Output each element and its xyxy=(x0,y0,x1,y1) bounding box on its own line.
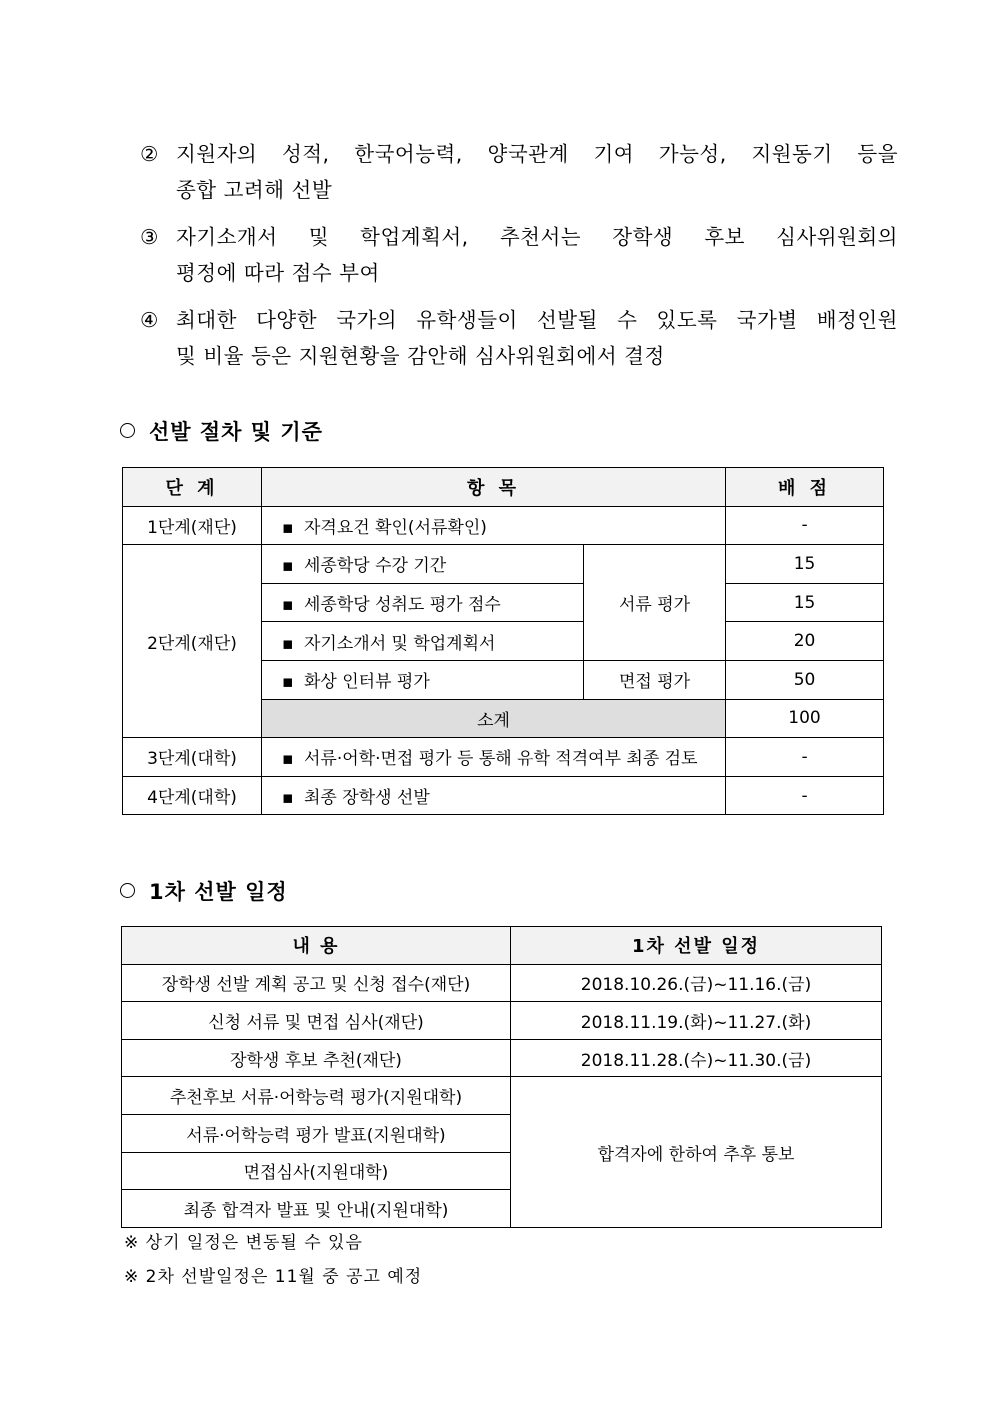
item-number: ③ xyxy=(140,225,159,249)
item-line-1: ④ 최대한 다양한 국가의 유학생들이 선발될 수 있도록 국가별 배정인원 xyxy=(140,302,898,338)
content-cell: 최종 합격자 발표 및 안내(지원대학) xyxy=(122,1190,511,1228)
category-cell: 서류 평가 xyxy=(584,545,726,661)
item-line-1: ② 지원자의 성적, 한국어능력, 양국관계 기여 가능성, 지원동기 등을 xyxy=(140,136,898,172)
item-cell: ▪ 세종학당 성취도 평가 점수 xyxy=(262,583,584,622)
table-row xyxy=(122,1002,882,1040)
table-row xyxy=(122,1077,882,1115)
section-title-first-schedule: 1차 선발 일정 xyxy=(120,876,288,906)
score-cell: 20 xyxy=(726,622,884,661)
header-score: 배 점 xyxy=(726,468,884,507)
item-cell: ▪ 서류·어학·면접 평가 등 통해 유학 적격여부 최종 검토 xyxy=(262,738,726,777)
content-cell: 장학생 후보 추천(재단) xyxy=(122,1039,511,1077)
header-stage: 단 계 xyxy=(123,468,262,507)
score-cell: 15 xyxy=(726,583,884,622)
section-title-selection-process: 선발 절차 및 기준 xyxy=(120,416,323,446)
table-header-row xyxy=(122,927,882,965)
schedule-cell: 2018.11.28.(수)~11.30.(금) xyxy=(511,1039,882,1077)
note-schedule-change: ※ 상기 일정은 변동될 수 있음 xyxy=(124,1233,363,1253)
table-row xyxy=(123,738,884,777)
square-bullet-icon: ▪ xyxy=(282,788,294,809)
category-cell: 면접 평가 xyxy=(584,660,726,699)
square-bullet-icon: ▪ xyxy=(282,517,294,538)
header-content: 내 용 xyxy=(122,927,511,965)
item-number: ④ xyxy=(140,308,159,332)
item-cell: ▪ 최종 장학생 선발 xyxy=(262,776,726,815)
content-cell: 면접심사(지원대학) xyxy=(122,1152,511,1190)
merged-schedule-cell: 합격자에 한하여 추후 통보 xyxy=(511,1077,882,1227)
schedule-cell: 2018.11.19.(화)~11.27.(화) xyxy=(511,1002,882,1040)
item-line-1: ③ 자기소개서 및 학업계획서, 추천서는 장학생 후보 심사위원회의 xyxy=(140,219,898,255)
criteria-item-3 xyxy=(140,219,898,291)
selection-criteria-table xyxy=(122,467,884,815)
note-second-selection: ※ 2차 선발일정은 11월 중 공고 예정 xyxy=(124,1267,423,1287)
table-row xyxy=(122,1039,882,1077)
content-cell: 서류·어학능력 평가 발표(지원대학) xyxy=(122,1114,511,1152)
circle-bullet-icon xyxy=(120,423,135,438)
content-cell: 신청 서류 및 면접 심사(재단) xyxy=(122,1002,511,1040)
square-bullet-icon: ▪ xyxy=(282,556,294,577)
schedule-cell: 2018.10.26.(금)~11.16.(금) xyxy=(511,964,882,1002)
criteria-item-2 xyxy=(140,136,898,208)
content-cell: 장학생 선발 계획 공고 및 신청 접수(재단) xyxy=(122,964,511,1002)
item-number: ② xyxy=(140,142,159,166)
header-item: 항 목 xyxy=(262,468,726,507)
item-cell: ▪ 자기소개서 및 학업계획서 xyxy=(262,622,584,661)
table-row xyxy=(123,545,884,584)
stage-cell: 3단계(대학) xyxy=(123,738,262,777)
criteria-item-4 xyxy=(140,302,898,374)
content-cell: 추천후보 서류·어학능력 평가(지원대학) xyxy=(122,1077,511,1115)
item-cell: ▪ 자격요건 확인(서류확인) xyxy=(262,506,726,545)
circle-bullet-icon xyxy=(120,883,135,898)
item-cell: ▪ 세종학당 수강 기간 xyxy=(262,545,584,584)
subtotal-score-cell: 100 xyxy=(726,699,884,738)
item-line-2: 평정에 따라 점수 부여 xyxy=(176,261,380,285)
stage-cell: 1단계(재단) xyxy=(123,506,262,545)
square-bullet-icon: ▪ xyxy=(282,749,294,770)
item-line-2: 및 비율 등은 지원현황을 감안해 심사위원회에서 결정 xyxy=(176,344,665,368)
item-line-2: 종합 고려해 선발 xyxy=(176,178,333,202)
table-row xyxy=(123,506,884,545)
score-cell: 50 xyxy=(726,660,884,699)
square-bullet-icon: ▪ xyxy=(282,672,294,693)
table-header-row xyxy=(123,468,884,507)
score-cell: - xyxy=(726,506,884,545)
score-cell: - xyxy=(726,738,884,777)
stage-cell: 4단계(대학) xyxy=(123,776,262,815)
item-cell: ▪ 화상 인터뷰 평가 xyxy=(262,660,584,699)
table-row xyxy=(122,964,882,1002)
header-schedule: 1차 선발 일정 xyxy=(511,927,882,965)
square-bullet-icon: ▪ xyxy=(282,633,294,654)
score-cell: - xyxy=(726,776,884,815)
square-bullet-icon: ▪ xyxy=(282,595,294,616)
schedule-table xyxy=(121,926,882,1228)
stage-cell: 2단계(재단) xyxy=(123,545,262,738)
subtotal-label-cell: 소계 xyxy=(262,699,726,738)
score-cell: 15 xyxy=(726,545,884,584)
table-row xyxy=(123,776,884,815)
